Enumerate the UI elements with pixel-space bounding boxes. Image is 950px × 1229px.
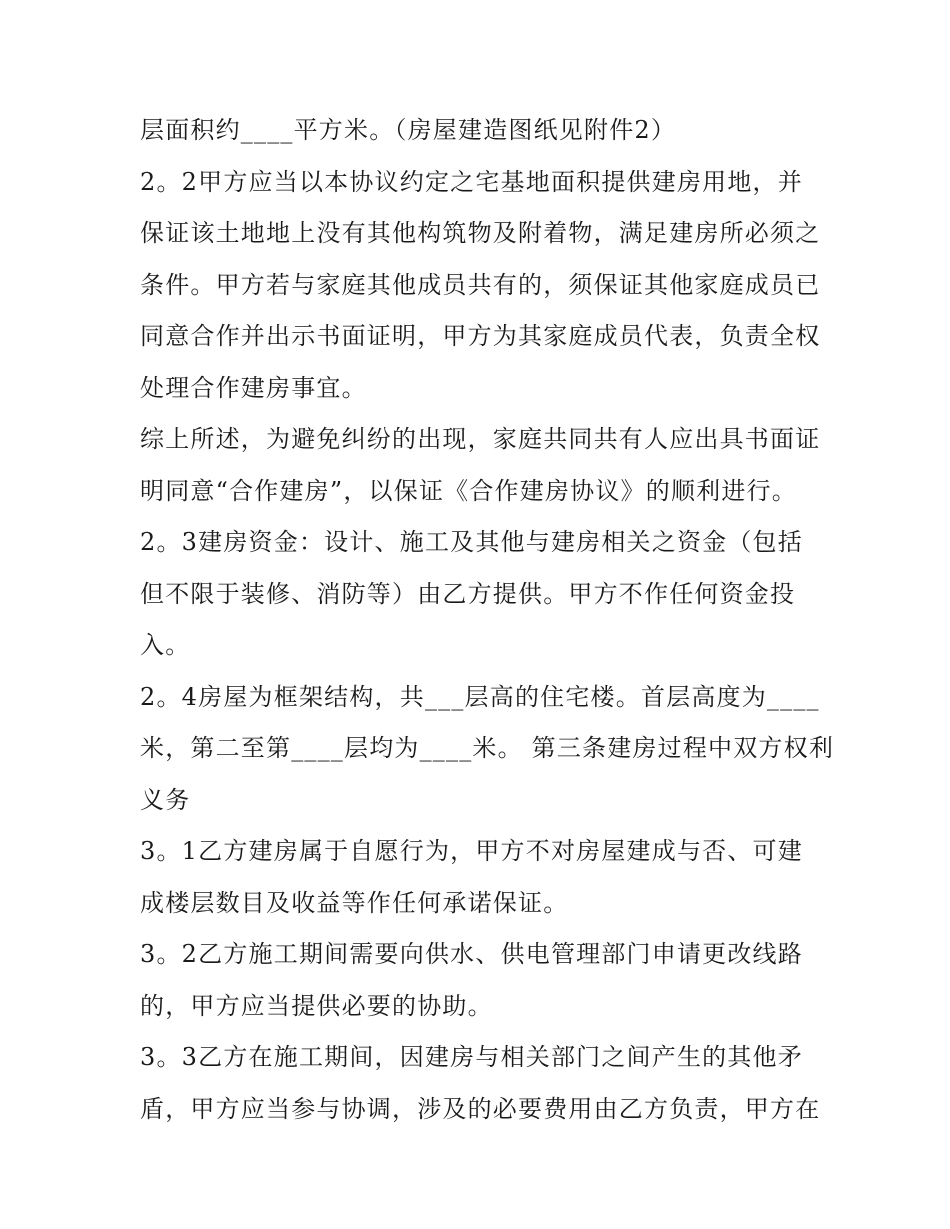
text-line: 明同意“合作建房”，以保证《合作建房协议》的顺利进行。	[140, 476, 797, 505]
text-line: 2。3建房资金：设计、施工及其他与建房相关之资金（包括	[140, 528, 803, 556]
text-line: 3。2乙方施工期间需要向供水、供电管理部门申请更改线路	[140, 940, 803, 968]
text-line: 处理合作建房事宜。	[140, 373, 367, 402]
text-line: 盾，甲方应当参与协调，涉及的必要费用由乙方负责，甲方在	[140, 1094, 821, 1123]
text-line: 综上所述，为避免纠纷的出现，家庭共同共有人应出具书面证	[140, 425, 821, 453]
text-line: 但不限于装修、消防等）由乙方提供。甲方不作任何资金投	[140, 579, 796, 608]
text-line: 义务	[140, 785, 191, 814]
text-line: 2。2甲方应当以本协议约定之宅基地面积提供建房用地，并	[140, 167, 803, 196]
text-line: 层面积约____平方米。（房屋建造图纸见附件2）	[140, 116, 677, 144]
document-body	[140, 108, 835, 1138]
text-line: 入。	[140, 631, 191, 659]
text-line: 2。4房屋为框架结构，共___层高的住宅楼。首层高度为____	[140, 682, 820, 711]
text-line: 3。1乙方建房属于自愿行为，甲方不对房屋建成与否、可建	[140, 837, 803, 865]
text-line: 保证该土地地上没有其他构筑物及附着物，满足建房所必须之	[140, 219, 821, 247]
text-line: 米，第二至第____层均为____米。 第三条建房过程中双方权利	[140, 734, 835, 762]
text-line: 的，甲方应当提供必要的协助。	[140, 991, 493, 1020]
text-line: 同意合作并出示书面证明，甲方为其家庭成员代表，负责全权	[140, 322, 821, 350]
text-line: 3。3乙方在施工期间，因建房与相关部门之间产生的其他矛	[140, 1043, 803, 1071]
text-line: 成楼层数目及收益等作任何承诺保证。	[140, 888, 569, 917]
text-line: 条件。甲方若与家庭其他成员共有的，须保证其他家庭成员已	[140, 270, 821, 299]
